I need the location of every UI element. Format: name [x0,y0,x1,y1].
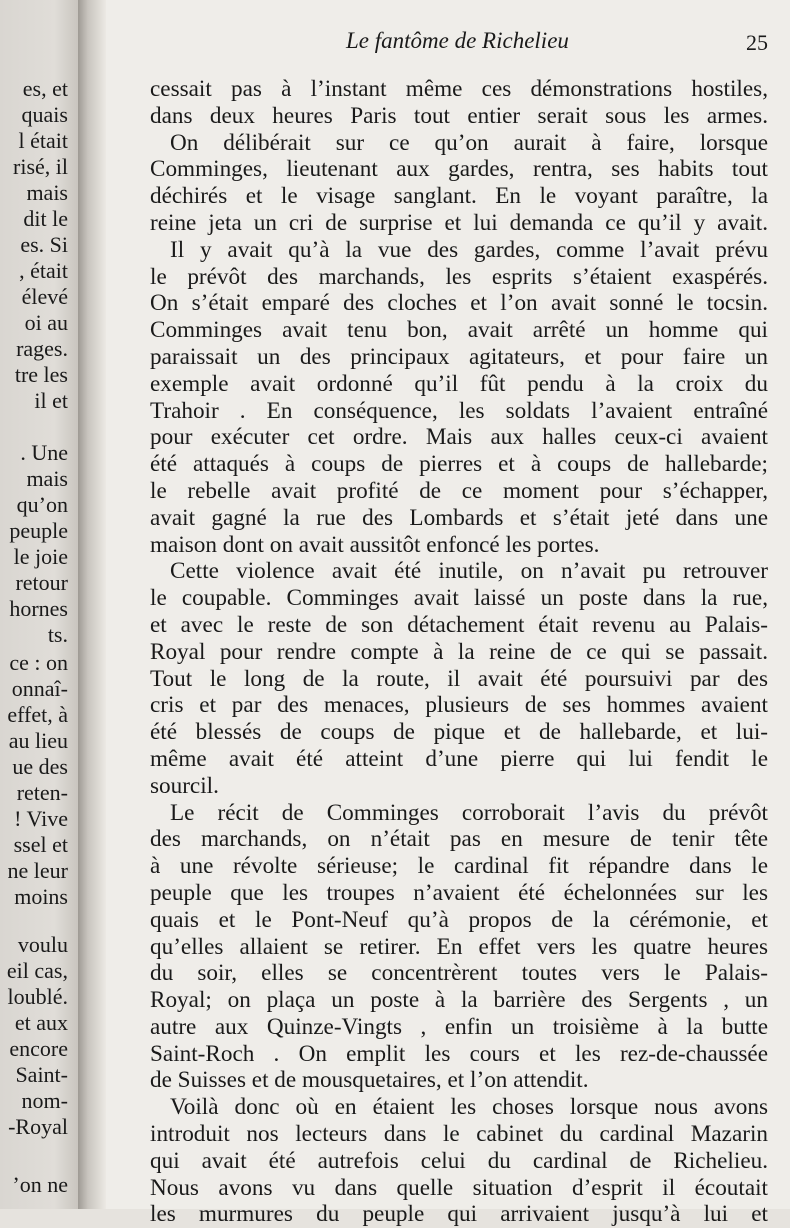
left-page-edge [0,0,78,1209]
body-text [150,76,768,1228]
text-line: cessait pas à l’instant même ces démonstrations hostiles, [150,76,768,102]
book-gutter [78,0,106,1209]
left-page-fragment: tre les [14,362,68,387]
text-line: déchirés et le visage sanglant. En le voyant paraître, la [150,183,768,210]
text-line: paraissait un des principaux agitateurs, et pour faire un [150,343,768,370]
text-line: Trahoir . En conséquence, les soldats l’avaient entraîné [150,397,768,424]
text-line: été blessés de coups de pique et de hallebarde, et lui- [150,719,768,746]
text-line: avait gagné la rue des Lombards et s’était jeté dans une [150,504,768,531]
left-page-fragment: le joie [13,544,68,569]
text-line: reine jeta un cri de surprise et lui demanda ce qu’il y avait. [150,209,768,236]
text-line: dans deux heures Paris tout entier serait sous les armes. [150,102,768,129]
text-line: les murmures du peuple qui arrivaient jusqu’à lui et [150,1201,768,1228]
text-line: exemple avait ordonné qu’il fût pendu à la croix du [150,370,768,397]
text-line: Saint-Roch . On emplit les cours et les rez-de-chaussée [150,1040,768,1067]
left-page-fragment: retour [15,570,68,595]
left-page-fragment: risé, il [13,154,68,179]
page-number: 25 [746,30,768,55]
left-page-fragment: élevé [21,284,68,309]
left-page-fragment: rages. [16,336,68,361]
left-page-fragment: au lieu [8,728,68,753]
text-line: sourcil. [150,772,219,799]
text-line: On s’était emparé des cloches et l’on avait sonné le tocsin. [150,290,768,317]
left-page-fragment: oi au [24,310,68,335]
text-line: introduit nos lecteurs dans le cabinet du cardinal Mazarin [150,1121,768,1148]
left-page-fragment: -Royal [8,1114,68,1139]
left-page-fragment: loublé. [7,984,68,1009]
left-page-fragment: es. Si [20,232,68,257]
left-page-fragment: effet, à [7,702,68,727]
text-line: du soir, elles se concentrèrent toutes vers le Palais- [150,960,768,987]
left-page-fragment: onnaî- [11,676,68,701]
text-line: Comminges avait tenu bon, avait arrêté un homme qui [150,317,768,344]
left-page-fragment: ts. [47,622,68,647]
left-page-fragment: et aux [14,1010,68,1035]
text-line: Il y avait qu’à la vue des gardes, comme l’avait prévu [170,236,768,263]
text-line: autre aux Quinze-Vingts , enfin un troisième à la butte [150,1013,768,1040]
left-page-fragment: voulu [17,932,68,957]
text-line: peuple que les troupes n’avaient été échelonnées sur les [150,879,768,906]
left-page-fragment: ue des [12,754,68,779]
left-page-fragment: quais [21,102,68,127]
text-line: le prévôt des marchands, les esprits s’étaient exaspérés. [150,263,768,290]
left-page-fragment: ! Vive [14,806,68,831]
left-page-fragment: reten- [16,780,68,805]
text-line: même avait été atteint d’une pierre qui lui fendit le [150,745,768,772]
left-page-fragment: eil cas, [6,958,68,983]
text-line: à une révolte sérieuse; le cardinal fit répandre dans le [150,853,768,880]
left-page-fragment: l était [18,128,68,153]
left-page-fragment: ssel et [13,832,68,857]
left-page-fragment: Saint- [15,1062,68,1087]
left-page-fragment: moins [14,884,68,909]
text-line: le coupable. Comminges avait laissé un poste dans la rue, [150,585,768,612]
text-line: des marchands, on n’était pas en mesure de tenir tête [150,826,768,853]
left-page-fragment: ne leur [7,858,68,883]
text-line: On délibérait sur ce qu’on aurait à faire, lorsque [170,129,768,156]
running-title: Le fantôme de Richelieu [346,28,569,53]
text-line: Le récit de Comminges corroborait l’avis du prévôt [170,799,768,826]
text-line: cris et par des menaces, plusieurs de ses hommes avaient [150,692,768,719]
left-page-fragment: hornes [9,596,68,621]
left-page-fragment: mais [26,180,68,205]
left-page-fragment: encore [9,1036,68,1061]
text-line: qui avait été autrefois celui du cardinal de Richelieu. [150,1147,768,1174]
left-page-fragment: . Une [20,440,68,465]
left-page-fragment: , était [19,258,68,283]
text-line: Tout le long de la route, il avait été poursuivi par des [150,665,768,692]
text-line: Royal pour rendre compte à la reine de ce qui se passait. [150,638,768,665]
left-page-fragment: ce : on [9,650,68,675]
text-line: quais et le Pont-Neuf qu’à propos de la cérémonie, et [150,906,768,933]
left-page-fragment: nom- [21,1088,68,1113]
text-line: qu’elles allaient se retirer. En effet vers les quatre heures [150,933,768,960]
text-line: été attaqués à coups de pierres et à coups de hallebarde; [150,451,768,478]
text-line: pour exécuter cet ordre. Mais aux halles ceux-ci avaient [150,424,768,451]
text-line: Royal; on plaça un poste à la barrière des Sergents , un [150,987,768,1014]
text-line: maison dont on avait aussitôt enfoncé les portes. [150,531,600,558]
text-line: Cette violence avait été inutile, on n’avait pu retrouver [170,558,768,585]
left-page-fragment: qu’on [16,492,68,517]
text-line: Nous avons vu dans quelle situation d’esprit il écoutait [150,1174,768,1201]
text-line: Voilà donc où en étaient les choses lorsque nous avons [170,1094,768,1121]
left-page-fragment: peuple [9,518,68,543]
left-page-fragment: mais [26,466,68,491]
left-page-fragment: ’on ne [12,1172,68,1197]
text-line: de Suisses et de mousquetaires, et l’on attendit. [150,1067,589,1094]
text-line: Comminges, lieutenant aux gardes, rentra, ses habits tout [150,156,768,183]
left-page-fragment: il et [34,388,68,413]
left-page-fragment: es, et [22,76,68,101]
left-page-fragment: dit le [23,206,68,231]
text-line: le rebelle avait profité de ce moment pour s’échapper, [150,477,768,504]
text-line: et avec le reste de son détachement était revenu au Palais- [150,611,768,638]
